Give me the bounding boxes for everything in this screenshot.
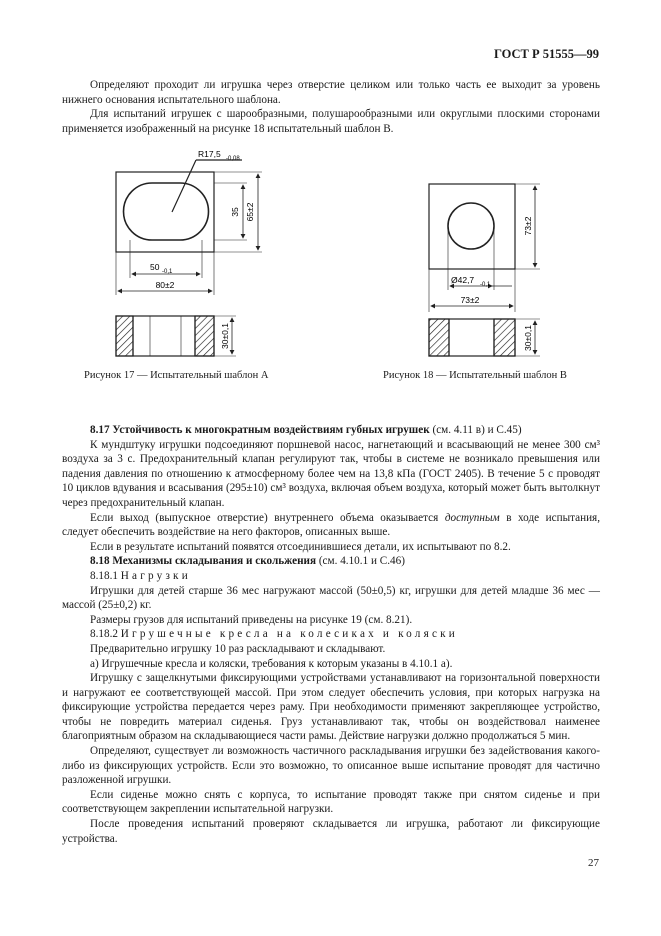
section-818-paragraph-3: Предварительно игрушку 10 раз раскладывают и складывают. bbox=[90, 642, 386, 655]
figure17-radius-label: R17,5 bbox=[198, 149, 221, 159]
subsection-8181-title: Нагрузки bbox=[120, 569, 191, 582]
section-818-paragraph-4: а) Игрушечные кресла и коляски, требования к которым указаны в 4.10.1 а). bbox=[90, 657, 453, 670]
section-818-paragraph-8: После проведения испытаний проверяют складывается ли игрушка, работают ли фиксирующие устройства. bbox=[62, 818, 600, 845]
figure18-diameter-label: Ø42,7 bbox=[451, 275, 475, 285]
figure17-height-label: 65±2 bbox=[245, 202, 255, 222]
section-817-ref: (см. 4.11 в) и С.45) bbox=[429, 424, 522, 436]
figure17-caption: Рисунок 17 — Испытательный шаблон А bbox=[84, 370, 269, 381]
section-817-title: 8.17 Устойчивость к многократным воздействиям губных игрушек bbox=[90, 424, 430, 436]
subsection-8182-heading: 8.18.2 Игрушечные кресла на колесиках и коляски bbox=[90, 628, 458, 641]
section-text bbox=[62, 423, 600, 846]
figure18-width-label: 73±2 bbox=[460, 295, 480, 305]
section-818-heading bbox=[62, 554, 600, 569]
figure17-slot-height-label: 35 bbox=[230, 207, 240, 217]
figure18-diameter-tolerance: -0,1 bbox=[480, 282, 491, 288]
figure17-slot-width-label: 50 bbox=[150, 262, 160, 272]
figure17-section-view bbox=[116, 316, 236, 356]
figure17-slot-width-tolerance: -0,1 bbox=[162, 269, 173, 275]
intro-paragraph-1: Определяют проходит ли игрушка через отверстие целиком или только часть ее выходит за уровень нижнего основания испытательного шаблона. bbox=[62, 79, 600, 106]
intro-paragraph-2: Для испытаний игрушек с шарообразными, полушарообразными или округлыми плоскими сторонами применяется изображенный на рисунке 18 испытательный шаблон В. bbox=[62, 108, 600, 135]
figure18-height-label: 73±2 bbox=[523, 216, 533, 236]
section-817-paragraph-2: Если выход (выпускное отверстие) внутреннего объема оказывается доступным в ходе испытания, следует обеспечить воздействие на него факторов, описанных выше. bbox=[62, 511, 600, 539]
section-818-paragraph-2: Размеры грузов для испытаний приведены на рисунке 19 (см. 8.21). bbox=[90, 613, 413, 626]
figure17-thickness-label: 30±0,1 bbox=[220, 323, 230, 349]
figure18-caption: Рисунок 18 — Испытательный шаблон В bbox=[383, 370, 567, 381]
subsection-8182-title: Игрушечные кресла на колесиках и коляски bbox=[120, 628, 458, 641]
section-818-ref: (см. 4.10.1 и С.46) bbox=[316, 555, 405, 568]
section-817-paragraph-3: Если в результате испытаний появятся отсоединившиеся детали, их испытывают по 8.2. bbox=[90, 540, 511, 553]
figure17-width-label: 80±2 bbox=[155, 280, 175, 290]
section-818-title: 8.18 Механизмы складывания и скольжения bbox=[90, 555, 317, 568]
figure17-top-view bbox=[116, 160, 262, 295]
document-header: ГОСТ Р 51555—99 bbox=[493, 47, 599, 61]
section-817-heading bbox=[62, 423, 600, 438]
section-818-paragraph-5: Игрушку с защелкнутыми фиксирующими устройствами устанавливают на горизонтальной поверхности и нагружают ее соответствующей массой. При этом следует обеспечить условия, при которых нагрузка на фиксирующие устройства передается через раму. При необходимости применяют закрепляющее устройство, чтобы не повредить материал сиденья. Груз устанавливают так, чтобы он воздействовал наименее благоприятным образом на складывающиеся части рамы. Действие нагрузки должно продолжаться 5 мин. bbox=[62, 672, 600, 743]
figure17-radius-tolerance: -0,08 bbox=[226, 156, 240, 162]
figure18-thickness-label: 30±0,1 bbox=[523, 325, 533, 351]
section-818-paragraph-1: Игрушки для детей старше 36 мес нагружают массой (50±0,5) кг, игрушки для детей младше 36 мес — массой (25±0,2) кг. bbox=[62, 584, 600, 612]
subsection-8181-heading: 8.18.1 Нагрузки bbox=[90, 569, 191, 582]
figure18-top-view bbox=[429, 184, 540, 312]
section-817-paragraph-1: К мундштуку игрушки подсоединяют поршневой насос, нагнетающий и всасывающий не менее 300 см³ воздуха за 3 с. Предохранительный клапан регулируют так, чтобы в системе не возникало превышения или падения давления по отношению к атмосферному более чем на 13,8 кПа (ГОСТ 2405). В течение 5 с проводят 10 циклов вдувания и всасывания (295±10) см³ воздуха, включая объем воздуха, который может быть вытолкнут через предохранительный клапан. bbox=[62, 438, 600, 509]
section-818-paragraph-7: Если сиденье можно снять с корпуса, то испытание проводят также при снятом сиденье и при соответствующем закреплении испытательной нагрузки. bbox=[62, 788, 600, 816]
page-number: 27 bbox=[588, 857, 599, 869]
accessible-term: доступным bbox=[444, 511, 500, 524]
section-818-paragraph-6: Определяют, существует ли возможность частичного раскладывания игрушки без задействования какого-либо из фиксирующих устройств. Если это возможно, то описанное выше испытание проводят для частично разложенной игрушки. bbox=[62, 745, 600, 787]
